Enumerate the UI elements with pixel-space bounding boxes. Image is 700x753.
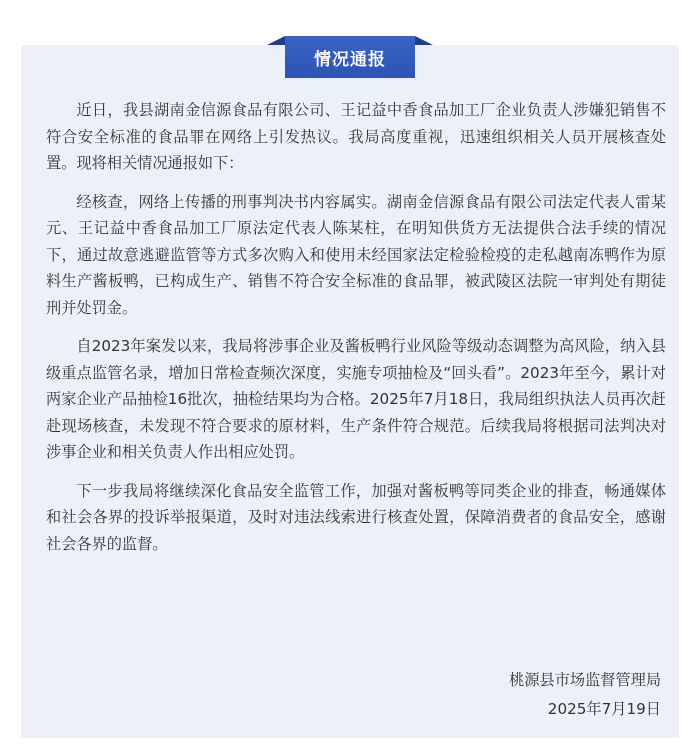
title-banner-right-fold [415, 36, 433, 45]
page-title: 情况通报 [285, 36, 415, 78]
paragraph-verification: 经核查，网络上传播的刑事判决书内容属实。湖南金信源食品有限公司法定代表人雷某元、王记益中香食品加工厂原法定代表人陈某柱，在明知供货方无法提供合法手续的情况下，通过故意逃避监管等方式多次购入和使用未经国家法定检验检疫的走私越南冻鸭作为原料生产酱板鸭，已构成生产、销售不符合安全标准的食品罪，被武陵区法院一审判处有期徒刑并处罚金。 [46, 192, 666, 317]
title-banner [267, 36, 433, 78]
issuer-name: 桃源县市场监督管理局 [509, 671, 661, 689]
notice-body [46, 97, 666, 569]
signature-block [509, 666, 661, 724]
paragraph-next-steps: 下一步我局将继续深化食品安全监管工作，加强对酱板鸭等同类企业的排查，畅通媒体和社会各界的投诉举报渠道，及时对违法线索进行核查处置，保障消费者的食品安全，感谢社会各界的监督。 [46, 481, 666, 553]
title-banner-left-fold [267, 36, 285, 45]
paragraph-intro: 近日，我县湖南金信源食品有限公司、王记益中香食品加工厂企业负责人涉嫌犯销售不符合安全标准的食品罪在网络上引发热议。我局高度重视，迅速组织相关人员开展核查处置。现将相关情况通报如下： [46, 101, 666, 172]
issue-date: 2025年7月19日 [547, 700, 661, 718]
paragraph-supervision: 自2023年案发以来，我局将涉事企业及酱板鸭行业风险等级动态调整为高风险，纳入县级重点监管名录，增加日常检查频次深度，实施专项抽检及“回头看”。2023年至今，累计对两家企业产品抽检16批次，抽检结果均为合格。2025年7月18日，我局组织执法人员再次赶赴现场核查，未发现不符合要求的原材料，生产条件符合规范。后续我局将根据司法判决对涉事企业和相关负责人作出相应处罚。 [46, 337, 666, 461]
